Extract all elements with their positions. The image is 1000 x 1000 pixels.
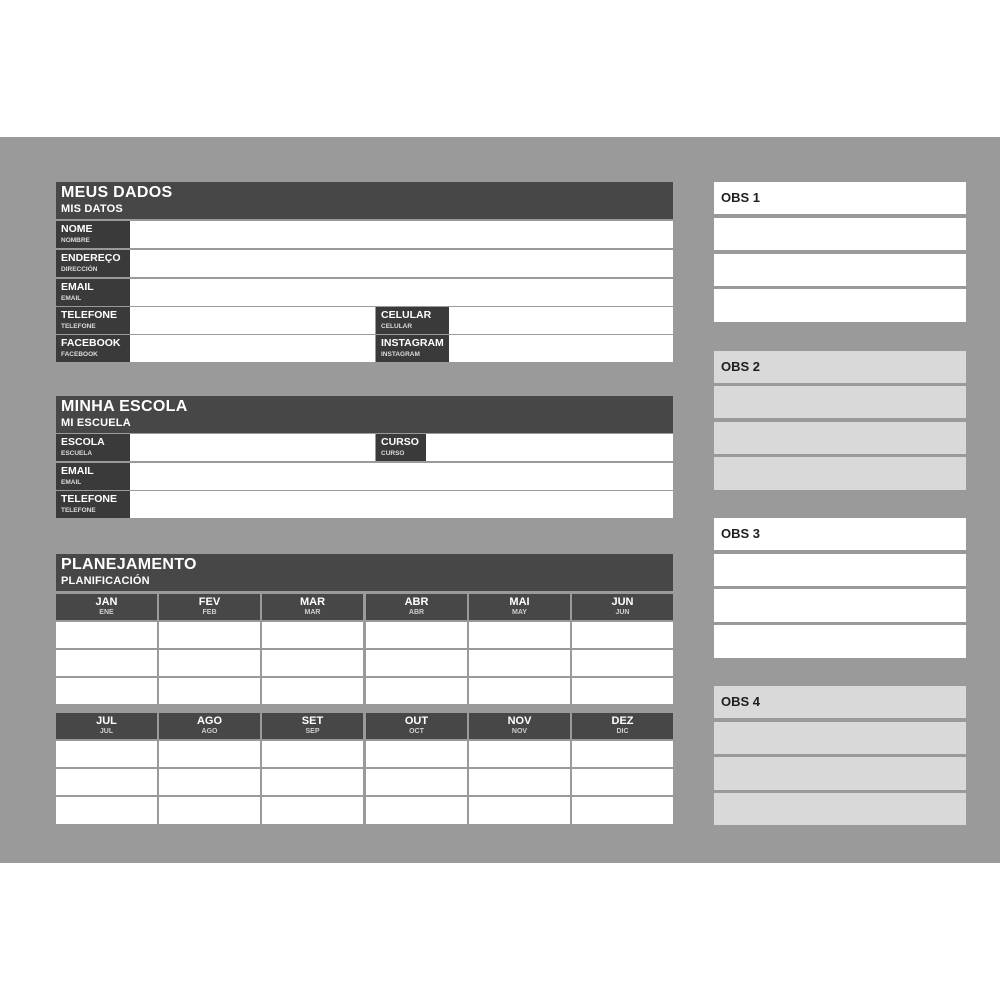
obs-1-line[interactable]	[714, 254, 966, 286]
month-cell[interactable]	[262, 622, 363, 648]
planejamento-header	[56, 554, 673, 591]
month-cell[interactable]	[159, 769, 260, 795]
meus-dados-title: MEUS DADOS	[61, 184, 173, 201]
obs-3-title: OBS 3	[714, 518, 966, 550]
escola-label: ESCOLA ESCUELA	[56, 434, 130, 461]
nome-field[interactable]	[130, 221, 673, 248]
month-cell[interactable]	[366, 650, 467, 676]
curso-field[interactable]	[426, 434, 673, 461]
celular-field[interactable]	[449, 307, 673, 334]
month-cell[interactable]	[56, 622, 157, 648]
month-cell[interactable]	[159, 678, 260, 704]
obs-3-line[interactable]	[714, 554, 966, 586]
month-cell[interactable]	[469, 769, 570, 795]
nome-label: NOME NOMBRE	[56, 221, 130, 248]
month-cell[interactable]	[572, 678, 673, 704]
obs-3-line[interactable]	[714, 625, 966, 658]
escola-email-field[interactable]	[130, 463, 673, 490]
month-cell[interactable]	[159, 622, 260, 648]
instagram-label: INSTAGRAM INSTAGRAM	[376, 335, 449, 362]
endereco-field[interactable]	[130, 250, 673, 277]
telefone-label: TELEFONE TELEFONE	[56, 307, 130, 334]
month-header: MAR MAR	[262, 594, 363, 620]
month-header: JUN JUN	[572, 594, 673, 620]
month-cell[interactable]	[159, 650, 260, 676]
month-cell[interactable]	[366, 622, 467, 648]
obs-1-line[interactable]	[714, 218, 966, 250]
obs-4-title: OBS 4	[714, 686, 966, 718]
month-cell[interactable]	[262, 741, 363, 767]
email-field[interactable]	[130, 279, 673, 306]
month-cell[interactable]	[262, 769, 363, 795]
telefone-field[interactable]	[130, 307, 375, 334]
endereco-label: ENDEREÇO DIRECCIÓN	[56, 250, 130, 277]
obs-4-line[interactable]	[714, 757, 966, 790]
facebook-label: FACEBOOK FACEBOOK	[56, 335, 130, 362]
month-cell[interactable]	[366, 769, 467, 795]
obs-2-line[interactable]	[714, 386, 966, 418]
planejamento-subtitle: PLANIFICACIÓN	[61, 575, 150, 587]
planner-sheet	[0, 137, 1000, 863]
minha-escola-title: MINHA ESCOLA	[61, 398, 188, 415]
month-cell[interactable]	[56, 797, 157, 824]
month-cell[interactable]	[159, 797, 260, 824]
month-cell[interactable]	[366, 678, 467, 704]
month-cell[interactable]	[262, 797, 363, 824]
month-header: SET SEP	[262, 713, 363, 739]
obs-1-line[interactable]	[714, 289, 966, 322]
month-cell[interactable]	[56, 678, 157, 704]
obs-3-line[interactable]	[714, 589, 966, 622]
month-cell[interactable]	[262, 650, 363, 676]
month-cell[interactable]	[56, 650, 157, 676]
escola-telefone-field[interactable]	[130, 491, 673, 518]
planejamento-title: PLANEJAMENTO	[61, 556, 197, 573]
obs-4-line[interactable]	[714, 722, 966, 754]
escola-email-label: EMAIL EMAIL	[56, 463, 130, 490]
obs-2-title: OBS 2	[714, 351, 966, 383]
month-cell[interactable]	[366, 741, 467, 767]
celular-label: CELULAR CELULAR	[376, 307, 449, 334]
month-cell[interactable]	[572, 741, 673, 767]
month-header: OUT OCT	[366, 713, 467, 739]
month-header: DEZ DIC	[572, 713, 673, 739]
month-cell[interactable]	[159, 741, 260, 767]
month-cell[interactable]	[469, 797, 570, 824]
month-cell[interactable]	[469, 741, 570, 767]
curso-label: CURSO CURSO	[376, 434, 426, 461]
instagram-field[interactable]	[449, 335, 673, 362]
month-cell[interactable]	[366, 797, 467, 824]
month-header: AGO AGO	[159, 713, 260, 739]
month-header: NOV NOV	[469, 713, 570, 739]
month-cell[interactable]	[572, 769, 673, 795]
facebook-field[interactable]	[130, 335, 375, 362]
month-header: JUL JUL	[56, 713, 157, 739]
month-header: FEV FEB	[159, 594, 260, 620]
month-cell[interactable]	[56, 769, 157, 795]
month-cell[interactable]	[469, 622, 570, 648]
month-header: JAN ENE	[56, 594, 157, 620]
month-cell[interactable]	[469, 650, 570, 676]
meus-dados-header	[56, 182, 673, 219]
month-cell[interactable]	[469, 678, 570, 704]
obs-1-title: OBS 1	[714, 182, 966, 214]
email-label: EMAIL EMAIL	[56, 279, 130, 306]
minha-escola-header	[56, 396, 673, 433]
obs-4-line[interactable]	[714, 793, 966, 825]
month-cell[interactable]	[572, 650, 673, 676]
minha-escola-subtitle: MI ESCUELA	[61, 417, 131, 429]
month-cell[interactable]	[56, 741, 157, 767]
month-header: ABR ABR	[366, 594, 467, 620]
obs-2-line[interactable]	[714, 422, 966, 454]
escola-field[interactable]	[130, 434, 375, 461]
meus-dados-subtitle: MIS DATOS	[61, 203, 123, 215]
month-cell[interactable]	[572, 797, 673, 824]
obs-2-line[interactable]	[714, 457, 966, 490]
month-cell[interactable]	[572, 622, 673, 648]
month-header: MAI MAY	[469, 594, 570, 620]
month-cell[interactable]	[262, 678, 363, 704]
escola-telefone-label: TELEFONE TELEFONE	[56, 491, 130, 518]
